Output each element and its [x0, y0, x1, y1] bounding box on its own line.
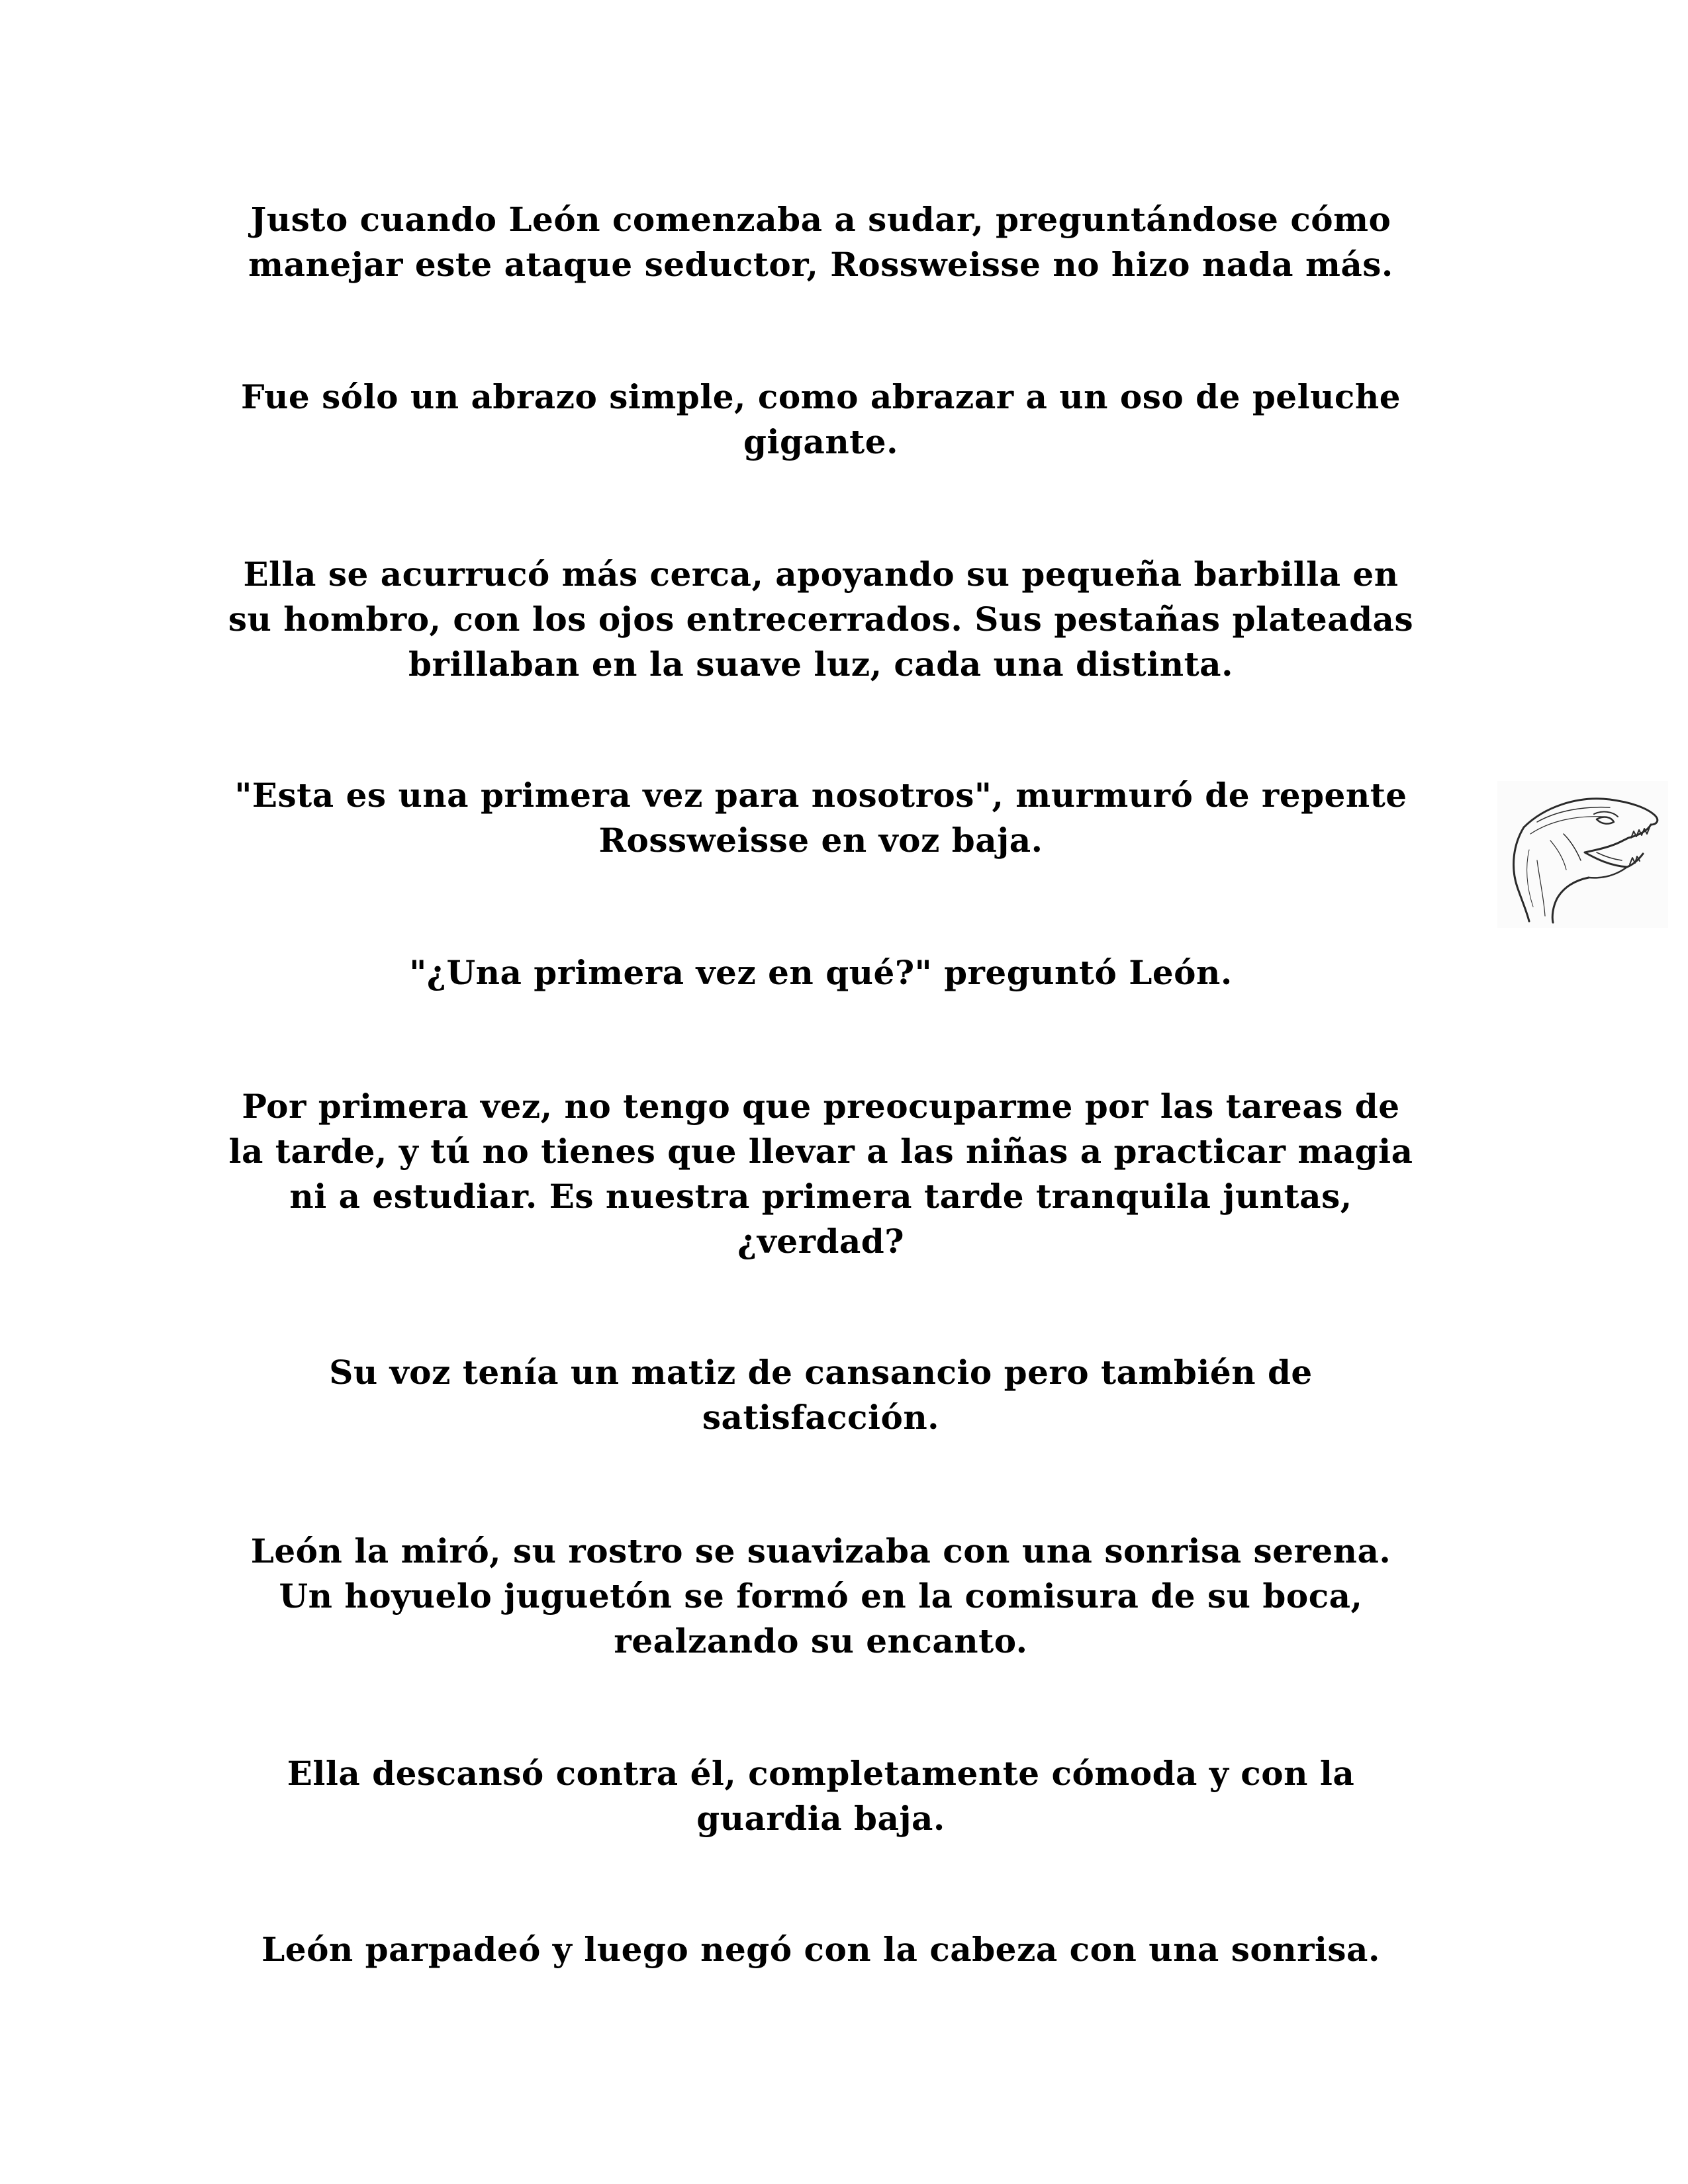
paragraph-4: "Esta es una primera vez para nosotros", murmuró de repente Rossweisse en voz baja. [234, 776, 1407, 860]
dinosaur-head-sketch-icon [1497, 781, 1668, 928]
paragraph-9: Ella descansó contra él, completamente cómoda y con la guardia baja. [287, 1754, 1355, 1838]
paragraph-10: León parpadeó y luego negó con la cabeza con una sonrisa. [261, 1930, 1380, 1969]
paragraph-8: León la miró, su rostro se suavizaba con una sonrisa serena. Un hoyuelo juguetón se formó en la comisura de su boca, realzando su encanto. [250, 1531, 1391, 1661]
paragraph-3: Ella se acurrucó más cerca, apoyando su pequeña barbilla en su hombro, con los ojos entrecerrados. Sus pestañas plateadas brillaban en la suave luz, cada una distinta. [228, 555, 1414, 684]
paragraph-7: Su voz tenía un matiz de cansancio pero también de satisfacción. [329, 1353, 1313, 1437]
paragraph-1: Justo cuando León comenzaba a sudar, preguntándose cómo manejar este ataque seductor, Rossweisse no hizo nada más. [248, 200, 1393, 284]
paragraph-6: Por primera vez, no tengo que preocuparme por las tareas de la tarde, y tú no tienes que llevar a las niñas a practicar magia ni a estudiar. Es nuestra primera tarde tranquila juntas, ¿verdad? [228, 1087, 1413, 1261]
paragraph-2: Fue sólo un abrazo simple, como abrazar a un oso de peluche gigante. [240, 377, 1401, 461]
paragraph-5: "¿Una primera vez en qué?" preguntó León. [409, 953, 1233, 992]
